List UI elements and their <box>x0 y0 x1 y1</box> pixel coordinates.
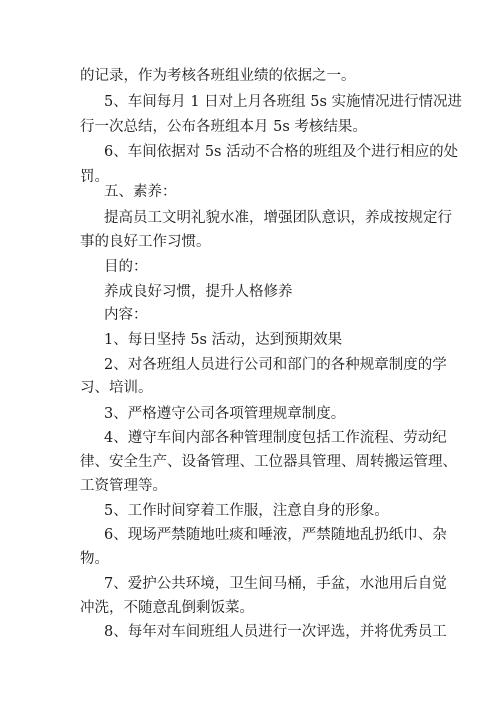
section-heading: 五、素养： <box>104 184 177 200</box>
text-line: 事的良好工作习惯。 <box>80 234 211 250</box>
text-line: 冲洗，不随意乱倒剩饭菜。 <box>80 600 254 616</box>
subheading: 内容： <box>104 307 148 323</box>
subheading: 目的： <box>104 259 148 275</box>
text-line: 的记录，作为考核各班组业绩的依据之一。 <box>80 68 356 84</box>
list-item: 2、对各班组人员进行公司和部门的各种规章制度的学 <box>104 357 447 373</box>
list-item: 6、现场严禁随地吐痰和唾液，严禁随地乱扔纸巾、杂 <box>104 527 447 543</box>
list-item: 4、遵守车间内部各种管理制度包括工作流程、劳动纪 <box>104 430 447 446</box>
text-line: 工资管理等。 <box>80 478 167 494</box>
text-line: 提高员工文明礼貌水准，增强团队意识，养成按规定行 <box>104 210 452 226</box>
text-line: 物。 <box>80 551 109 567</box>
list-item: 1、每日坚持 5s 活动，达到预期效果 <box>104 332 343 348</box>
text-line: 6、车间依据对 5s 活动不合格的班组及个进行相应的处 <box>104 144 459 160</box>
text-line: 律、安全生产、设备管理、工位器具管理、周转搬运管理、 <box>80 454 457 470</box>
list-item: 5、工作时间穿着工作服，注意自身的形象。 <box>104 503 389 519</box>
text-line: 5、车间每月 1 日对上月各班组 5s 实施情况进行情况进 <box>104 94 463 110</box>
list-item: 7、爱护公共环境，卫生间马桶，手盆，水池用后自觉 <box>104 576 447 592</box>
list-item: 3、严格遵守公司各项管理规章制度。 <box>104 406 346 422</box>
text-line: 养成良好习惯，提升人格修养 <box>104 284 293 300</box>
text-line: 罚。 <box>80 169 109 185</box>
text-line: 习、培训。 <box>80 380 153 396</box>
text-line: 行一次总结，公布各班组本月 5s 考核结果。 <box>80 119 367 135</box>
list-item: 8、每年对车间班组人员进行一次评选，并将优秀员工 <box>104 624 447 640</box>
